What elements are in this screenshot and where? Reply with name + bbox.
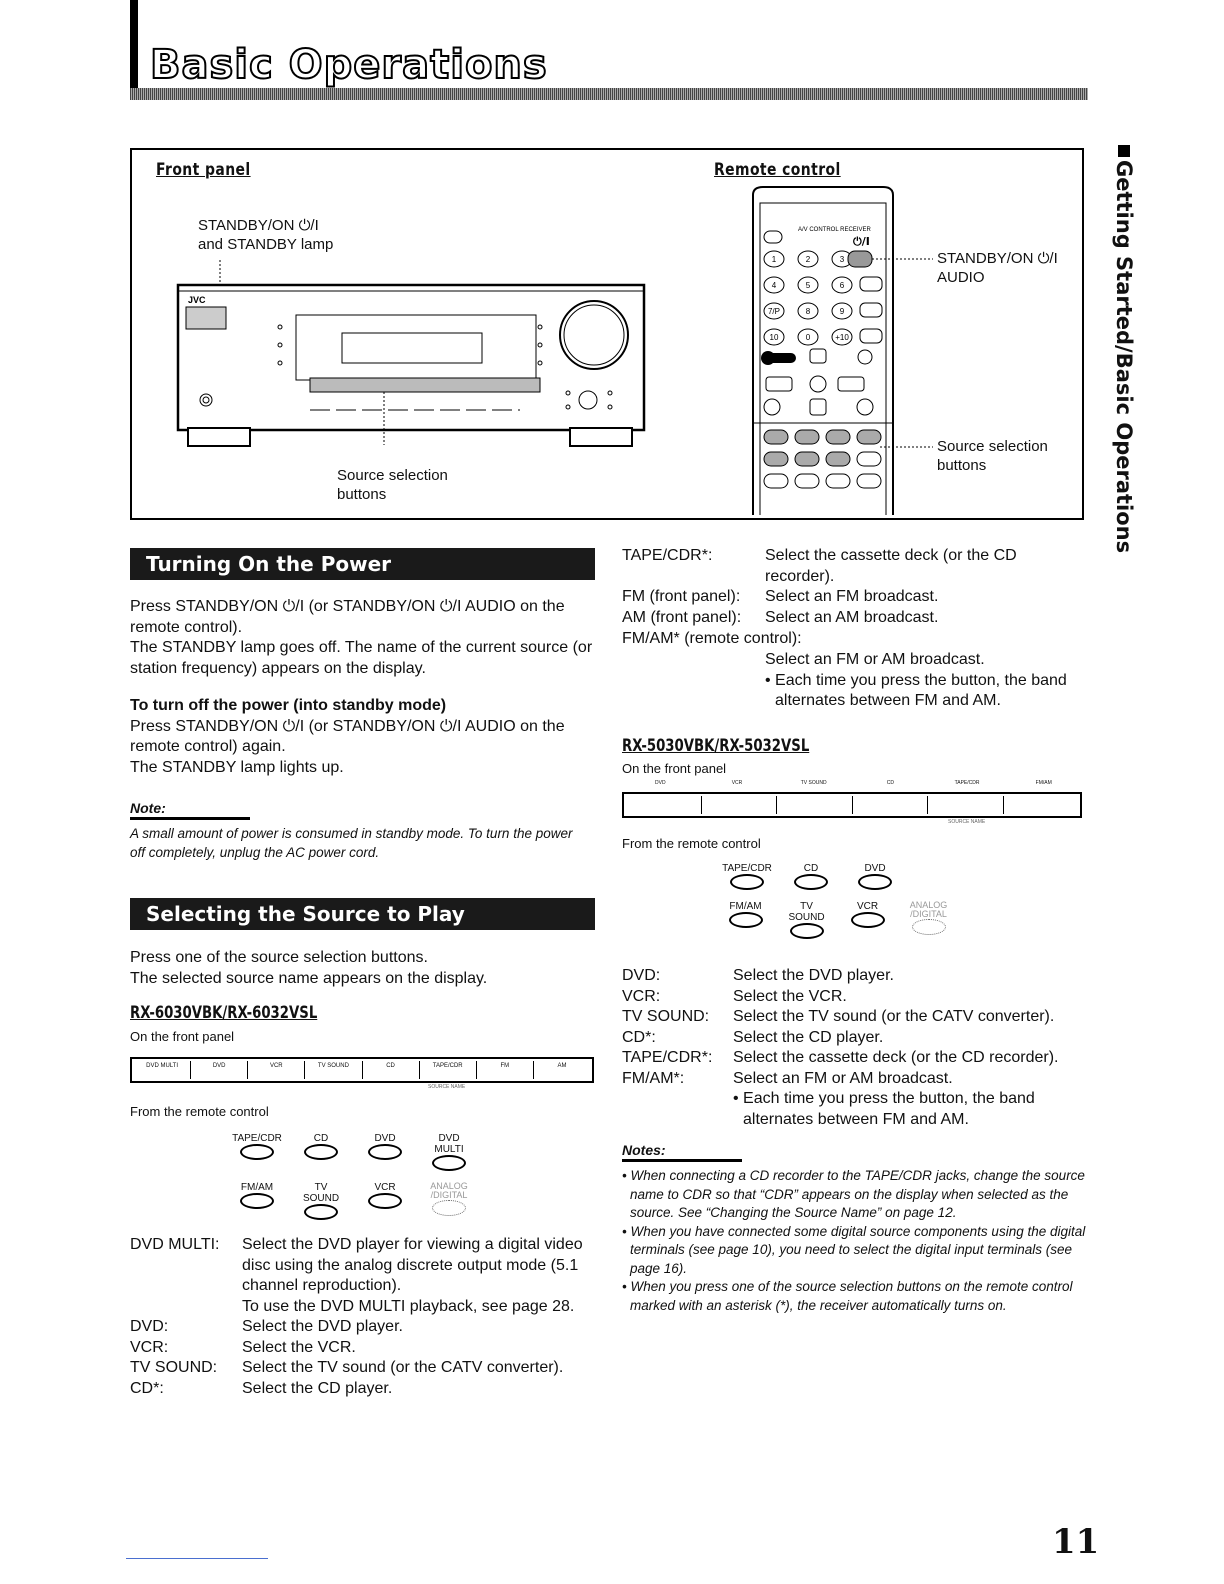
definition-key: FM/AM*: <box>622 1069 685 1087</box>
remote-source-button[interactable] <box>912 919 946 935</box>
remote-button-label: DVD MULTI <box>434 1133 464 1155</box>
remote-source-buttons-6030 <box>232 1133 492 1223</box>
remote-label-b: From the remote control <box>622 836 761 851</box>
source-notes <box>622 1167 1090 1315</box>
remote-source-button[interactable] <box>790 923 824 939</box>
definition-row <box>622 1048 1087 1069</box>
definition-value: Select the VCR. <box>242 1338 356 1356</box>
definition-row <box>622 546 1087 587</box>
definition-value: Select the TV sound (or the CATV converter). <box>733 1008 1055 1025</box>
source-definitions-c <box>622 966 1087 1130</box>
definition-value: Select the TV sound (or the CATV converter). <box>242 1359 564 1376</box>
svg-text:⏻/I: ⏻/I <box>853 235 870 248</box>
number-key-label: 1 <box>771 255 777 264</box>
front-panel-label-b: On the front panel <box>622 761 727 776</box>
section-turning-on-power: Turning On the Power <box>130 548 595 580</box>
definition-row <box>622 1069 1087 1090</box>
remote-control-heading: Remote control <box>714 160 841 180</box>
remote-label-a: From the remote control <box>130 1104 269 1119</box>
strip-label: VCR <box>731 780 743 786</box>
source-key[interactable] <box>764 452 788 466</box>
remote-button-label: TAPE/CDR <box>232 1133 282 1144</box>
source-intro: Press one of the source selection buttons. The selected source name appears on the display. <box>130 949 488 987</box>
fmam-remote-key: FM/AM* (remote control): <box>622 630 802 647</box>
strip-label: TAPE/CDR <box>954 780 980 786</box>
front-source-strip-6030 <box>130 1057 594 1083</box>
strip-segment <box>702 796 778 814</box>
strip-segment: AM <box>557 1063 567 1069</box>
strip-label: TV SOUND <box>800 780 827 786</box>
definition-value: Select the VCR. <box>733 987 847 1005</box>
remote-source-button[interactable] <box>851 912 885 928</box>
strip-segment <box>1004 796 1079 814</box>
remote-source-button[interactable] <box>432 1200 466 1216</box>
remote-button-label: TV SOUND <box>788 901 825 923</box>
definition-key: VCR: <box>622 987 661 1005</box>
strip-segment: TAPE/CDR <box>420 1061 477 1079</box>
definition-value: Select the CD player. <box>242 1379 393 1397</box>
remote-source-button[interactable] <box>304 1204 338 1220</box>
remote-source-button[interactable] <box>432 1155 466 1171</box>
remote-source-button[interactable] <box>240 1193 274 1209</box>
fmam-remote-desc: Select an FM or AM broadcast. • Each time you press the button, the band alternates between FM and AM. <box>765 651 1067 709</box>
definition-row <box>130 1379 595 1400</box>
header-bar <box>130 0 138 100</box>
strip-label: CD <box>886 780 894 786</box>
source-key[interactable] <box>826 430 850 444</box>
power-text: Press STANDBY/ON ⏻/I (or STANDBY/ON ⏻/I AUDIO on the remote control). The STANDBY lamp goes off. The name of the current source (or station frequency) appears on the display. To turn off the power (into standby mode) Press STANDBY/ON ⏻/I (or STANDBY/ON ⏻/I AUDIO on the remote control) again. The STANDBY lamp lights up. <box>130 598 593 776</box>
remote-button-label: VCR <box>856 901 879 912</box>
definition-value: Select the DVD player. <box>733 967 894 984</box>
model-5030-heading: RX-5030VBK/RX-5032VSL <box>622 736 810 756</box>
remote-button-label: ANALOG /DIGITAL <box>909 900 948 919</box>
remote-source-button[interactable] <box>858 874 892 890</box>
source-key[interactable] <box>795 430 819 444</box>
remote-button-label: TAPE/CDR <box>722 863 772 874</box>
definition-row <box>130 1297 595 1318</box>
remote-source-button[interactable] <box>240 1144 274 1160</box>
strip-caption-a: SOURCE NAME <box>428 1084 466 1090</box>
strip-segment <box>853 796 929 814</box>
remote-control-illustration <box>748 185 938 515</box>
remote-button-label: DVD <box>374 1133 396 1144</box>
remote-source-label: Source selection buttons <box>937 438 1048 474</box>
remote-standby-label: STANDBY/ON ⏻/I AUDIO <box>937 250 1058 286</box>
strip-label: DVD <box>655 780 666 786</box>
remote-button-label: CD <box>313 1133 329 1144</box>
number-key-label: 8 <box>805 307 811 316</box>
definition-key: DVD MULTI: <box>130 1236 220 1253</box>
definition-row <box>130 1235 595 1297</box>
notes-rule <box>622 1159 742 1162</box>
front-standby-label: STANDBY/ON ⏻/I and STANDBY lamp <box>198 217 334 253</box>
definition-key: DVD: <box>130 1318 169 1335</box>
front-source-label: Source selection buttons <box>337 467 448 503</box>
page-title: Basic Operations <box>150 42 548 88</box>
note-item: • When you press one of the source selection buttons on the remote control marked with an asterisk (*), the receiver automatically turns on. <box>622 1279 1073 1313</box>
remote-source-button[interactable] <box>730 874 764 890</box>
definition-row <box>622 1007 1087 1028</box>
definition-value: Select the DVD player. <box>242 1318 403 1335</box>
strip-segment: VCR <box>248 1061 305 1079</box>
side-tab: Getting Started/Basic Operations <box>1112 160 1136 554</box>
front-panel-label-a: On the front panel <box>130 1029 235 1044</box>
strip-label: FM/AM <box>1035 780 1052 786</box>
source-key[interactable] <box>857 430 881 444</box>
strip-caption-b: SOURCE NAME <box>948 819 986 825</box>
definition-row <box>622 966 1087 987</box>
number-key-label: 4 <box>771 281 777 290</box>
number-key-label: 0 <box>805 333 811 342</box>
definition-value: Select the DVD player for viewing a digital video disc using the analog discrete output mode (5.1 channel reproduction). <box>242 1236 583 1294</box>
page-number: 11 <box>1052 1522 1100 1562</box>
definition-key <box>130 1297 242 1318</box>
definition-key: TAPE/CDR*: <box>622 1049 713 1066</box>
source-definitions-a <box>130 1235 595 1399</box>
definition-value: Select an FM broadcast. <box>765 588 939 605</box>
remote-button-label: TV SOUND <box>302 1182 340 1204</box>
source-key[interactable] <box>764 430 788 444</box>
remote-button-label: DVD <box>864 863 886 874</box>
definition-key: FM (front panel): <box>622 588 741 605</box>
remote-source-button[interactable] <box>729 912 763 928</box>
definition-value: To use the DVD MULTI playback, see page 28. <box>242 1297 575 1315</box>
number-key-label: 7/P <box>767 307 781 316</box>
note-item: • When connecting a CD recorder to the TAPE/CDR jacks, change the source name to CDR so that “CDR” appears on the display when selected as the source. See “Changing the Source Name” on page 12. <box>622 1168 1085 1220</box>
source-key[interactable] <box>826 452 850 466</box>
definition-row <box>130 1358 595 1379</box>
strip-segment: FM <box>477 1061 534 1079</box>
definition-key: TAPE/CDR*: <box>622 547 713 564</box>
strip-segment: DVD MULTI <box>134 1061 191 1079</box>
strip-segment: DVD <box>191 1061 248 1079</box>
strip-segment <box>928 796 1004 814</box>
strip-segment: CD <box>363 1061 420 1079</box>
number-key-label: +10 <box>835 333 849 342</box>
definition-key: TV SOUND: <box>130 1359 218 1376</box>
number-key-label: 5 <box>805 281 811 290</box>
notes-heading: Notes: <box>622 1142 666 1158</box>
source-definitions-b <box>622 546 1087 628</box>
definition-value: Select the cassette deck (or the CD recorder). <box>765 547 1017 585</box>
definition-value: Select an FM or AM broadcast. <box>733 1069 953 1087</box>
definition-row <box>622 587 1087 608</box>
definition-value: Select an AM broadcast. <box>765 608 939 626</box>
definition-value: • Each time you press the button, the band alternates between FM and AM. <box>733 1090 1035 1128</box>
definition-key <box>622 1089 733 1130</box>
number-key-label: 9 <box>839 307 845 316</box>
front-panel-heading: Front panel <box>156 160 251 180</box>
definition-row <box>622 1089 1087 1130</box>
strip-segment <box>626 796 702 814</box>
definition-key: AM (front panel): <box>622 608 742 626</box>
front-strip-labels-5030 <box>622 780 1082 790</box>
remote-source-buttons-5030 <box>722 863 952 955</box>
power-note: A small amount of power is consumed in standby mode. To turn the power off completely, unplug the AC power cord. <box>130 826 573 860</box>
definition-value: Select the CD player. <box>733 1028 884 1046</box>
remote-button-label: ANALOG /DIGITAL <box>430 1181 468 1200</box>
side-tab-marker <box>1118 145 1130 157</box>
model-6030-heading: RX-6030VBK/RX-6032VSL <box>130 1003 318 1023</box>
number-key-label: 2 <box>805 255 811 264</box>
definition-key: CD*: <box>622 1028 656 1046</box>
remote-button-label: CD <box>803 863 819 874</box>
definition-row <box>622 987 1087 1008</box>
remote-source-button[interactable] <box>368 1193 402 1209</box>
number-key-label: 3 <box>839 255 845 264</box>
remote-top-label: A/V CONTROL RECEIVER <box>798 227 871 233</box>
remote-button-label: FM/AM <box>729 901 762 912</box>
number-key-label: 6 <box>839 281 845 290</box>
strip-segment <box>777 796 853 814</box>
section-selecting-source: Selecting the Source to Play <box>130 898 595 930</box>
definition-key: DVD: <box>622 967 661 984</box>
remote-button-label: VCR <box>374 1182 396 1193</box>
definition-key: VCR: <box>130 1338 169 1356</box>
remote-source-button[interactable] <box>304 1144 338 1160</box>
definition-row <box>622 608 1087 629</box>
header-rule <box>130 88 1088 100</box>
note-rule <box>130 817 250 820</box>
brand-logo: JVC <box>188 295 206 305</box>
definition-key: TV SOUND: <box>622 1008 710 1025</box>
definition-value: Select the cassette deck (or the CD recorder). <box>733 1049 1059 1066</box>
note-heading: Note: <box>130 800 166 816</box>
remote-source-button[interactable] <box>794 874 828 890</box>
receiver-front-illustration <box>170 255 650 450</box>
front-source-strip-5030 <box>622 792 1082 818</box>
definition-key: CD*: <box>130 1379 164 1397</box>
remote-source-button[interactable] <box>368 1144 402 1160</box>
number-key-label: 10 <box>769 333 779 342</box>
source-key[interactable] <box>795 452 819 466</box>
definition-row <box>130 1317 595 1338</box>
definition-row <box>130 1338 595 1359</box>
strip-segment: TV SOUND <box>305 1061 362 1079</box>
definition-row <box>622 1028 1087 1049</box>
note-item: • When you have connected some digital source components using the digital terminals (see page 10), you need to select the digital input terminals (see page 16). <box>622 1223 1086 1276</box>
remote-button-label: FM/AM <box>240 1182 274 1193</box>
footer-line <box>126 1558 268 1559</box>
